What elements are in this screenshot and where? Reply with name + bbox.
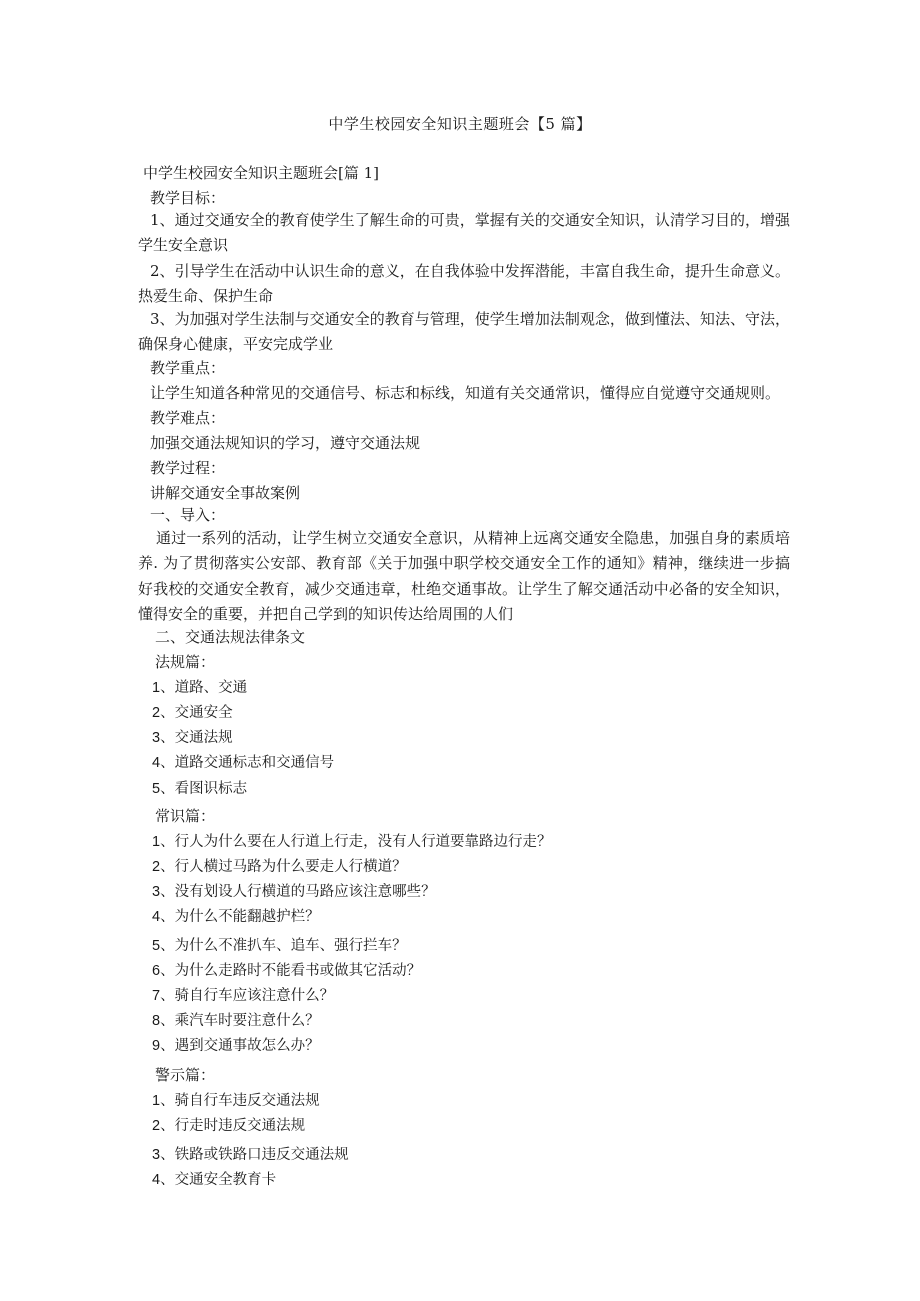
difficulty-heading: 教学难点： — [150, 409, 226, 427]
warning-item: 3、铁路或铁路口违反交通法规 — [152, 1147, 349, 1163]
focus-heading: 教学重点： — [150, 359, 226, 377]
warning-item: 2、行走时违反交通法规 — [152, 1118, 306, 1134]
warning-heading: 警示篇： — [155, 1066, 216, 1084]
regulation-item: 1、道路、交通 — [152, 680, 248, 696]
knowledge-item: 1、行人为什么要在人行道上行走，没有人行道要靠路边行走？ — [152, 834, 552, 850]
focus-text: 让学生知道各种常见的交通信号、标志和标线，知道有关交通常识，懂得应自觉遵守交通规则。 — [150, 384, 781, 402]
knowledge-item: 7、骑自行车应该注意什么？ — [152, 988, 335, 1004]
knowledge-item: 3、没有划设人行横道的马路应该注意哪些？ — [152, 884, 436, 900]
knowledge-item: 9、遇到交通事故怎么办？ — [152, 1038, 320, 1054]
warning-item: 4、交通安全教育卡 — [152, 1172, 277, 1188]
intro-paragraph: 通过一系列的活动，让学生树立交通安全意识，从精神上远离交通安全隐患，加强自身的素质培养. 为了贯彻落实公安部、教育部《关于加强中职学校交通安全工作的通知》精神，继续进一步搞好我校的交通安全教育，减少交通违章，杜绝交通事故。让学生了解交通活动中必备的安全知识，懂得安全的重要，并把自己学到的知识传达给周围的人们 — [138, 529, 790, 623]
regulations-heading: 法规篇： — [155, 653, 216, 671]
intro-heading: 一、导入： — [150, 506, 226, 524]
section-title: 中学生校园安全知识主题班会[篇 1] — [143, 164, 380, 182]
document-title: 中学生校园安全知识主题班会【5 篇】 — [328, 115, 592, 133]
regulation-item: 4、道路交通标志和交通信号 — [152, 755, 335, 771]
goal-item: 3、为加强对学生法制与交通安全的教育与管理，使学生增加法制观念，做到懂法、知法、守法，确保身心健康，平安完成学业 — [138, 310, 790, 354]
knowledge-item: 4、为什么不能翻越护栏？ — [152, 909, 320, 925]
knowledge-heading: 常识篇： — [155, 807, 216, 825]
regulation-item: 5、看图识标志 — [152, 781, 248, 797]
knowledge-item: 5、为什么不准扒车、追车、强行拦车？ — [152, 938, 407, 954]
knowledge-item: 8、乘汽车时要注意什么？ — [152, 1013, 320, 1029]
knowledge-item: 2、行人横过马路为什么要走人行横道？ — [152, 859, 407, 875]
process-case: 讲解交通安全事故案例 — [150, 484, 301, 502]
regulation-item: 2、交通安全 — [152, 705, 233, 721]
goal-item: 2、引导学生在活动中认识生命的意义，在自我体验中发挥潜能，丰富自我生命，提升生命意义。热爱生命、保护生命 — [138, 262, 790, 306]
difficulty-text: 加强交通法规知识的学习，遵守交通法规 — [150, 434, 421, 452]
regulation-item: 3、交通法规 — [152, 730, 233, 746]
goals-heading: 教学目标： — [150, 189, 226, 207]
goal-item: 1、通过交通安全的教育使学生了解生命的可贵，掌握有关的交通安全知识，认清学习目的，增强学生安全意识 — [138, 211, 790, 255]
process-heading: 教学过程： — [150, 459, 226, 477]
law-heading: 二、交通法规法律条文 — [155, 628, 306, 646]
warning-item: 1、骑自行车违反交通法规 — [152, 1093, 320, 1109]
knowledge-item: 6、为什么走路时不能看书或做其它活动？ — [152, 963, 422, 979]
